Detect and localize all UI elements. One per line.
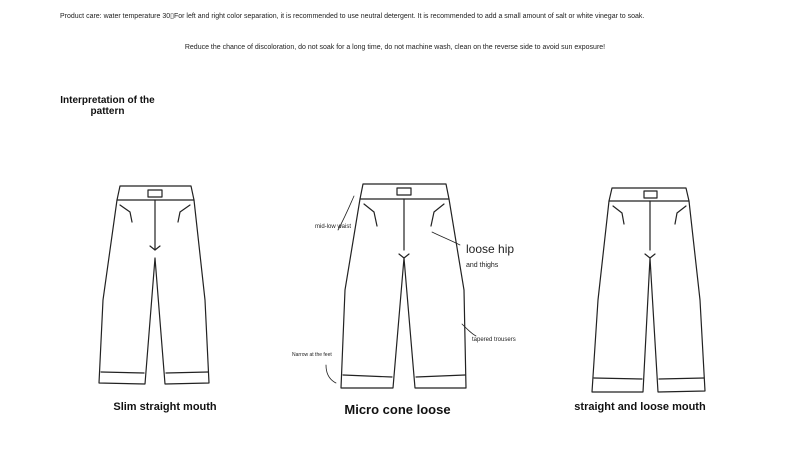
label-micro-cone-loose: Micro cone loose [344, 402, 451, 417]
straight-loose-pants-drawing [592, 188, 705, 392]
micro-cone-loose-pants-drawing [341, 184, 466, 388]
annotation-thighs: and thighs [466, 262, 499, 269]
label-straight-loose: straight and loose mouth [574, 401, 706, 413]
slim-straight-pants-drawing [99, 186, 209, 384]
care-instructions-line2: Reduce the chance of discoloration, do not soak for a long time, do not machine wash, clean on the reverse side to avoid sun exposure! [184, 44, 606, 51]
annotation-mid-low-waist: mid-low waist [314, 224, 351, 230]
pattern-title: Interpretation of the pattern [60, 95, 155, 117]
care-instructions-line1: Product care: water temperature 30▯For left and right color separation, it is recommended to use neutral detergent. It is recommended to add a small amount of salt or white vinegar to soak. [60, 13, 645, 20]
annotation-loose-hip: loose hip [466, 242, 515, 256]
label-slim-straight: Slim straight mouth [113, 401, 217, 413]
annotation-tapered-trousers: tapered trousers [472, 337, 516, 343]
annotation-narrow-feet: Narrow at the feet [292, 352, 332, 358]
